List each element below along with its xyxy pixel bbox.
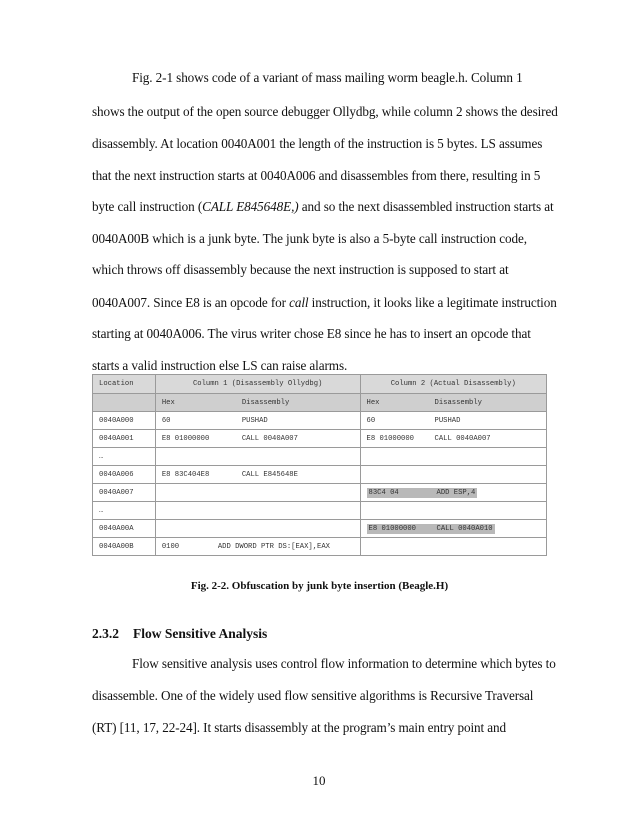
table-cell [155,502,360,520]
table-cell [155,520,360,538]
header-location: Location [93,375,156,394]
figure-caption: Fig. 2-2. Obfuscation by junk byte insertion (Beagle.H) [190,580,449,592]
table-cell [360,520,546,538]
text-line: starts a valid instruction else LS can raise alarms. [92,358,348,373]
table-cell [360,448,546,466]
header-column-1: Column 1 (Disassembly Ollydbg) [155,375,360,394]
table-row [93,538,547,556]
highlighted-instruction [367,524,495,534]
location-cell: 0040A007 [93,484,156,502]
location-cell: 0040A001 [93,430,156,448]
table-row [93,466,547,484]
text-segment: byte call instruction ( [92,199,203,214]
location-cell: 0040A00B [93,538,156,556]
text-line: that the next instruction starts at 0040A006 and disassembles from there, resulting in 5 [92,168,541,183]
disassembly-cell: CALL 0040A010 [436,524,493,533]
table-cell [155,394,360,412]
disassembly-cell: CALL E845648E [241,470,298,479]
subheader-hex: Hex [161,398,175,407]
disassembly-cell: PUSHAD [434,416,461,425]
hex-cell: E8 01000000 [161,434,210,443]
emphasis-text: call [289,295,309,310]
page-number: 10 [312,773,326,788]
emphasis-text: CALL E845648E,) [202,199,299,214]
text-line: disassembly. At location 0040A001 the length of the instruction is 5 bytes. LS assumes [92,136,543,151]
text-line: 0040A00B which is a junk byte. The junk byte is also a 5-byte call instruction code, [92,231,527,246]
highlighted-instruction [367,488,478,498]
hex-cell: 0100 [161,542,180,551]
section-title: Flow Sensitive Analysis [133,626,268,641]
text-line: starting at 0040A006. The virus writer chose E8 since he has to insert an opcode that [92,326,531,341]
table-cell [360,430,546,448]
table-cell [155,466,360,484]
location-cell: 0040A00A [93,520,156,538]
text-line: which throws off disassembly because the next instruction is supposed to start at [92,262,509,277]
location-cell: 0040A006 [93,466,156,484]
table-row [93,502,547,520]
section-heading [92,626,267,642]
table-row [93,448,547,466]
table-row [93,430,547,448]
text-line: shows the output of the open source debugger Ollydbg, while column 2 shows the desired [92,104,558,119]
table-cell [360,412,546,430]
table-row [93,520,547,538]
text-segment: instruction, it looks like a legitimate instruction [308,295,557,310]
text-segment: and so the next disassembled instruction starts at [298,199,554,214]
hex-cell: 83C4 04 [368,488,399,497]
hex-cell: E8 01000000 [368,524,416,533]
table-header-row [93,375,547,394]
table-cell [155,448,360,466]
disassembly-table [92,374,547,570]
section-number: 2.3.2 [92,626,119,641]
hex-cell: E8 01000000 [366,434,414,443]
disassembly-cell: ADD ESP,4 [436,488,476,497]
subheader-disassembly: Disassembly [434,398,482,407]
text-line: Flow sensitive analysis uses control flow information to determine which bytes to [132,656,556,671]
table-cell [360,394,546,412]
text-line [92,295,557,311]
table-row [93,412,547,430]
location-cell: 0040A000 [93,412,156,430]
table-cell [93,394,156,412]
location-cell: … [93,502,156,520]
table-cell [360,484,546,502]
disassembly-cell: PUSHAD [241,416,268,425]
disassembly-cell: CALL 0040A007 [241,434,298,443]
text-line: Fig. 2-1 shows code of a variant of mass mailing worm beagle.h. Column 1 [132,70,523,85]
text-line [92,199,554,215]
subheader-hex: Hex [366,398,380,407]
table-cell [155,412,360,430]
hex-cell: 60 [161,416,171,425]
text-line: disassemble. One of the widely used flow sensitive algorithms is Recursive Traversal [92,688,534,703]
disassembly-cell: CALL 0040A007 [434,434,491,443]
table-cell [155,484,360,502]
table-cell [155,538,360,556]
disassembly-cell: ADD DWORD PTR DS:[EAX],EAX [217,542,330,551]
table-cell [360,502,546,520]
table-row [93,484,547,502]
hex-cell: 60 [366,416,376,425]
text-segment: 0040A007. Since E8 is an opcode for [92,295,290,310]
table-cell [360,538,546,556]
table-cell [155,430,360,448]
text-line: (RT) [11, 17, 22-24]. It starts disassembly at the program’s main entry point and [92,720,507,735]
location-cell: … [93,448,156,466]
table-cell [360,466,546,484]
table-subheader-row [93,394,547,412]
header-column-2: Column 2 (Actual Disassembly) [360,375,546,394]
subheader-disassembly: Disassembly [241,398,290,407]
hex-cell: E8 83C404E8 [161,470,210,479]
